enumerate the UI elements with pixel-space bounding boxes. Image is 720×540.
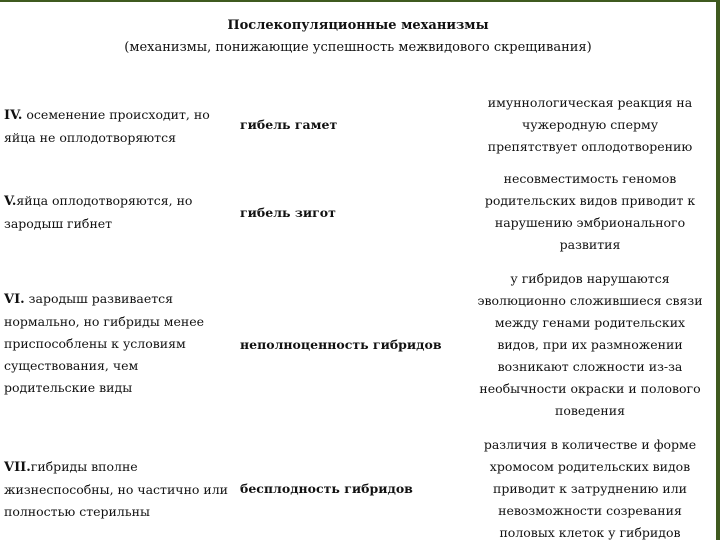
- explanation-line: половых клеток у гибридов: [499, 525, 681, 540]
- condition-line: существования, чем: [4, 358, 139, 373]
- condition-line: зародыш гибнет: [4, 216, 113, 231]
- explanation-cell: [470, 434, 710, 540]
- explanation-line: приводит к затруднению или: [492, 481, 688, 496]
- roman-numeral: VII.: [4, 460, 31, 475]
- condition-text: яйца оплодотворяются, но: [16, 193, 193, 208]
- condition-line: [4, 190, 236, 213]
- explanation-line: эволюционно сложившиеся связи: [477, 293, 703, 308]
- explanation-cell: [470, 168, 710, 256]
- roman-numeral: VI.: [4, 292, 25, 307]
- mechanism-name: гибель гамет: [240, 117, 338, 132]
- explanation-line: имуннологическая реакция на: [487, 95, 693, 110]
- explanation-line: невозможности созревания: [498, 503, 682, 518]
- condition-line: приспособлены к условиям: [4, 336, 186, 351]
- slide: [0, 2, 716, 540]
- explanation-line: различия в количестве и форме: [483, 437, 697, 452]
- explanation-line: поведения: [555, 403, 625, 418]
- explanation-cell: [470, 268, 710, 422]
- explanation-line: развития: [559, 237, 621, 252]
- explanation-line: видов, при их размножении: [497, 337, 683, 352]
- explanation-line: возникают сложности из-за: [497, 359, 683, 374]
- title-block: [0, 16, 716, 58]
- page-subtitle: (механизмы, понижающие успешность межвидового скрещивания): [124, 40, 592, 55]
- explanation-line: нарушению эмбрионального: [494, 215, 686, 230]
- condition-line: полностью стерильны: [4, 504, 150, 519]
- condition-text: зародыш развивается: [24, 291, 174, 306]
- explanation-line: несовместимость геномов: [503, 171, 677, 186]
- condition-text: осеменение происходит, но: [22, 107, 210, 122]
- condition-line: родительские виды: [4, 380, 133, 395]
- condition-line: [4, 456, 236, 479]
- explanation-line: необычности окраски и полового: [479, 381, 701, 396]
- explanation-line: родительских видов приводит к: [484, 193, 696, 208]
- condition-cell: [4, 456, 236, 523]
- explanation-line: препятствует оплодотворению: [487, 139, 693, 154]
- condition-text: гибриды вполне: [30, 459, 138, 474]
- mechanism-name: неполноценность гибридов: [240, 337, 442, 352]
- mechanism-name: гибель зигот: [240, 205, 336, 220]
- condition-cell: [4, 190, 236, 235]
- condition-cell: [4, 288, 236, 399]
- condition-line: яйца не оплодотворяются: [4, 130, 176, 145]
- condition-line: жизнеспособны, но частично или: [4, 482, 229, 497]
- condition-line: [4, 104, 236, 127]
- condition-line: нормально, но гибриды менее: [4, 314, 205, 329]
- condition-line: [4, 288, 236, 311]
- page-title: Послекопуляционные механизмы: [227, 18, 489, 33]
- explanation-cell: [470, 92, 710, 158]
- explanation-line: у гибридов нарушаются: [510, 271, 670, 286]
- condition-cell: [4, 104, 236, 149]
- roman-numeral: V.: [4, 194, 17, 209]
- explanation-line: чужеродную сперму: [521, 117, 659, 132]
- explanation-line: хромосом родительских видов: [489, 459, 691, 474]
- roman-numeral: IV.: [4, 108, 23, 123]
- explanation-line: между генами родительских: [494, 315, 686, 330]
- mechanism-name: бесплодность гибридов: [240, 481, 413, 496]
